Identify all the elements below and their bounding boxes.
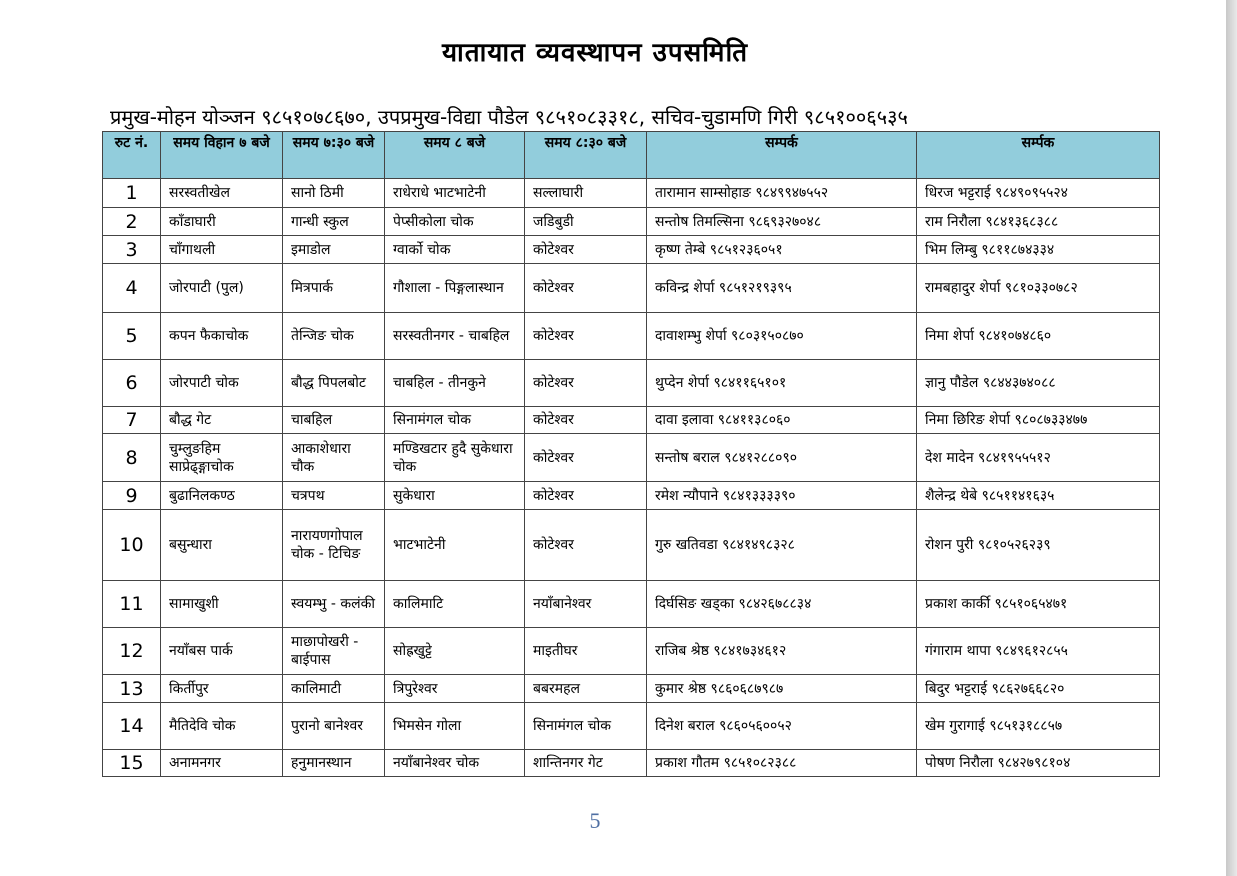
contact-1-cell: रमेश न्यौपाने ९८४१३३३३९० bbox=[647, 482, 917, 510]
route-number-cell: 7 bbox=[103, 407, 161, 434]
stop-7am-cell: काँडाघारी bbox=[161, 208, 283, 236]
stop-730-cell: चाबहिल bbox=[283, 407, 385, 434]
table-row bbox=[103, 703, 1160, 750]
route-number-cell: 11 bbox=[103, 581, 161, 628]
page-edge-shadow bbox=[1226, 0, 1237, 876]
route-number-cell: 6 bbox=[103, 360, 161, 407]
stop-7am-cell: जोरपाटी (पुल) bbox=[161, 264, 283, 313]
contact-2-cell: भिम लिम्बु ९८११८७४३३४ bbox=[917, 236, 1160, 264]
stop-8-cell: भिमसेन गोला bbox=[385, 703, 525, 750]
stop-830-cell: कोटेश्वर bbox=[525, 360, 647, 407]
contact-1-cell: कृष्ण तेम्बे ९८५१२३६०५१ bbox=[647, 236, 917, 264]
route-number-cell: 10 bbox=[103, 510, 161, 581]
stop-7am-cell: जोरपाटी चोक bbox=[161, 360, 283, 407]
contact-2-cell: रोशन पुरी ९८१०५२६२३९ bbox=[917, 510, 1160, 581]
stop-730-cell: गान्धी स्कुल bbox=[283, 208, 385, 236]
header-time-8: समय ८ बजे bbox=[385, 132, 525, 179]
table-row bbox=[103, 236, 1160, 264]
header-route-number: रुट नं. bbox=[103, 132, 161, 179]
stop-7am-cell: मैतिदेवि चोक bbox=[161, 703, 283, 750]
contact-2-cell: निमा छिरिङ शेर्पा ९८०८७३३४७७ bbox=[917, 407, 1160, 434]
stop-8-cell: मण्डिखटार हुदै सुकेधारा चोक bbox=[385, 434, 525, 482]
table-row bbox=[103, 264, 1160, 313]
route-number-cell: 8 bbox=[103, 434, 161, 482]
stop-730-cell: बौद्ध पिपलबोट bbox=[283, 360, 385, 407]
stop-730-cell: सानो ठिमी bbox=[283, 179, 385, 208]
stop-7am-cell: बसुन्धारा bbox=[161, 510, 283, 581]
table-row bbox=[103, 581, 1160, 628]
contact-1-cell: गुरु खतिवडा ९८४१४९८३२८ bbox=[647, 510, 917, 581]
contact-1-cell: कविन्द्र शेर्पा ९८५१२१९३९५ bbox=[647, 264, 917, 313]
stop-7am-cell: सरस्वतीखेल bbox=[161, 179, 283, 208]
route-number-cell: 2 bbox=[103, 208, 161, 236]
stop-830-cell: माइतीघर bbox=[525, 628, 647, 675]
stop-830-cell: सिनामंगल चोक bbox=[525, 703, 647, 750]
stop-830-cell: कोटेश्वर bbox=[525, 236, 647, 264]
table-header-row bbox=[103, 132, 1160, 179]
header-time-830: समय ८:३० बजे bbox=[525, 132, 647, 179]
stop-830-cell: सल्लाघारी bbox=[525, 179, 647, 208]
contact-1-cell: तारामान साम्सोहाङ ९८४९९४७५५२ bbox=[647, 179, 917, 208]
stop-8-cell: नयाँबानेश्वर चोक bbox=[385, 750, 525, 777]
contact-1-cell: सन्तोष तिमल्सिना ९८६९३२७०४८ bbox=[647, 208, 917, 236]
stop-730-cell: तेन्जिङ चोक bbox=[283, 313, 385, 360]
stop-830-cell: कोटेश्वर bbox=[525, 434, 647, 482]
contact-1-cell: दिनेश बराल ९८६०५६००५२ bbox=[647, 703, 917, 750]
stop-8-cell: गौशाला - पिङ्गलास्थान bbox=[385, 264, 525, 313]
stop-7am-cell: किर्तीपुर bbox=[161, 675, 283, 703]
stop-830-cell: नयाँबानेश्वर bbox=[525, 581, 647, 628]
stop-8-cell: ग्वार्को चोक bbox=[385, 236, 525, 264]
header-time-7am: समय विहान ७ बजे bbox=[161, 132, 283, 179]
document-title: यातायात व्यवस्थापन उपसमिति bbox=[441, 38, 749, 68]
contact-2-cell: पोषण निरौला ९८४२७९८१०४ bbox=[917, 750, 1160, 777]
table-row bbox=[103, 179, 1160, 208]
table-row bbox=[103, 510, 1160, 581]
stop-830-cell: कोटेश्वर bbox=[525, 313, 647, 360]
contact-1-cell: दावा इलावा ९८४११३८०६० bbox=[647, 407, 917, 434]
contact-2-cell: धिरज भट्टराई ९८४९०९५५२४ bbox=[917, 179, 1160, 208]
contact-2-cell: राम निरौला ९८४१३६८३८८ bbox=[917, 208, 1160, 236]
contact-1-cell: प्रकाश गौतम ९८५१०८२३८८ bbox=[647, 750, 917, 777]
contact-2-cell: गंगाराम थापा ९८४९६१२८५५ bbox=[917, 628, 1160, 675]
stop-730-cell: हनुमानस्थान bbox=[283, 750, 385, 777]
route-number-cell: 15 bbox=[103, 750, 161, 777]
contact-1-cell: थुप्देन शेर्पा ९८४११६५१०१ bbox=[647, 360, 917, 407]
stop-830-cell: कोटेश्वर bbox=[525, 510, 647, 581]
contact-1-cell: दिर्घसिङ खड्का ९८४२६७८८३४ bbox=[647, 581, 917, 628]
table-row bbox=[103, 628, 1160, 675]
route-number-cell: 13 bbox=[103, 675, 161, 703]
stop-8-cell: भाटभाटेनी bbox=[385, 510, 525, 581]
stop-7am-cell: सामाखुशी bbox=[161, 581, 283, 628]
header-contact-1: सम्पर्क bbox=[647, 132, 917, 179]
stop-8-cell: राधेराधे भाटभाटेनी bbox=[385, 179, 525, 208]
contact-2-cell: देश मादेन ९८४१९५५५१२ bbox=[917, 434, 1160, 482]
route-number-cell: 9 bbox=[103, 482, 161, 510]
contact-1-cell: सन्तोष बराल ९८४१२८८०९० bbox=[647, 434, 917, 482]
stop-830-cell: जडिबुडी bbox=[525, 208, 647, 236]
page-number: 5 bbox=[589, 808, 601, 833]
contact-2-cell: शैलेन्द्र थेबे ९८५११४१६३५ bbox=[917, 482, 1160, 510]
contact-2-cell: ज्ञानु पौडेल ९८४४३७४०८८ bbox=[917, 360, 1160, 407]
table-row bbox=[103, 482, 1160, 510]
stop-7am-cell: बुढानिलकण्ठ bbox=[161, 482, 283, 510]
stop-7am-cell: कपन फैकाचोक bbox=[161, 313, 283, 360]
contact-2-cell: निमा शेर्पा ९८४१०७४८६० bbox=[917, 313, 1160, 360]
stop-830-cell: शान्तिनगर गेट bbox=[525, 750, 647, 777]
stop-7am-cell: बौद्ध गेट bbox=[161, 407, 283, 434]
stop-7am-cell: चुम्लुङहिम साप्रेढ्ङ्गाचोक bbox=[161, 434, 283, 482]
stop-830-cell: बबरमहल bbox=[525, 675, 647, 703]
stop-730-cell: पुरानो बानेश्वर bbox=[283, 703, 385, 750]
contact-1-cell: दावाशम्भु शेर्पा ९८०३१५०८७० bbox=[647, 313, 917, 360]
stop-730-cell: माछापोखरी - बाईपास bbox=[283, 628, 385, 675]
table-row bbox=[103, 407, 1160, 434]
table-row bbox=[103, 208, 1160, 236]
stop-730-cell: आकाशेधारा चौक bbox=[283, 434, 385, 482]
route-number-cell: 1 bbox=[103, 179, 161, 208]
stop-8-cell: सोह्रखुट्टे bbox=[385, 628, 525, 675]
route-number-cell: 12 bbox=[103, 628, 161, 675]
contact-1-cell: राजिब श्रेष्ठ ९८४१७३४६१२ bbox=[647, 628, 917, 675]
stop-7am-cell: अनामनगर bbox=[161, 750, 283, 777]
contact-1-cell: कुमार श्रेष्ठ ९८६०६८७९८७ bbox=[647, 675, 917, 703]
committee-members-line: प्रमुख-मोहन योञ्जन ९८५१०७८६७०, उपप्रमुख-विद्या पौडेल ९८५१०८३३१८, सचिव-चुडामणि गिरी ९८५१००६५३५ bbox=[110, 105, 908, 129]
route-number-cell: 5 bbox=[103, 313, 161, 360]
contact-2-cell: बिदुर भट्टराई ९८६२७६६८२० bbox=[917, 675, 1160, 703]
stop-830-cell: कोटेश्वर bbox=[525, 264, 647, 313]
stop-830-cell: कोटेश्वर bbox=[525, 407, 647, 434]
contact-2-cell: रामबहादुर शेर्पा ९८१०३३०७८२ bbox=[917, 264, 1160, 313]
stop-730-cell: चत्रपथ bbox=[283, 482, 385, 510]
stop-8-cell: चाबहिल - तीनकुने bbox=[385, 360, 525, 407]
stop-7am-cell: चाँगाथली bbox=[161, 236, 283, 264]
stop-8-cell: कालिमाटि bbox=[385, 581, 525, 628]
stop-8-cell: सरस्वतीनगर - चाबहिल bbox=[385, 313, 525, 360]
stop-730-cell: इमाडोल bbox=[283, 236, 385, 264]
stop-8-cell: सुकेधारा bbox=[385, 482, 525, 510]
table-row bbox=[103, 313, 1160, 360]
table-row bbox=[103, 750, 1160, 777]
header-contact-2: सर्म्पक bbox=[917, 132, 1160, 179]
route-schedule-table bbox=[102, 131, 1160, 777]
table-row bbox=[103, 675, 1160, 703]
stop-830-cell: कोटेश्वर bbox=[525, 482, 647, 510]
stop-730-cell: नारायणगोपाल चोक - टिचिङ bbox=[283, 510, 385, 581]
table-row bbox=[103, 360, 1160, 407]
stop-7am-cell: नयाँबस पार्क bbox=[161, 628, 283, 675]
table-row bbox=[103, 434, 1160, 482]
route-number-cell: 14 bbox=[103, 703, 161, 750]
header-time-730: समय ७:३० बजे bbox=[283, 132, 385, 179]
contact-2-cell: प्रकाश कार्की ९८५१०६५४७१ bbox=[917, 581, 1160, 628]
stop-8-cell: पेप्सीकोला चोक bbox=[385, 208, 525, 236]
stop-730-cell: स्वयम्भु - कलंकी bbox=[283, 581, 385, 628]
route-number-cell: 3 bbox=[103, 236, 161, 264]
stop-8-cell: त्रिपुरेश्वर bbox=[385, 675, 525, 703]
route-number-cell: 4 bbox=[103, 264, 161, 313]
contact-2-cell: खेम गुरागाई ९८५१३१८८५७ bbox=[917, 703, 1160, 750]
stop-730-cell: कालिमाटी bbox=[283, 675, 385, 703]
stop-8-cell: सिनामंगल चोक bbox=[385, 407, 525, 434]
stop-730-cell: मित्रपार्क bbox=[283, 264, 385, 313]
